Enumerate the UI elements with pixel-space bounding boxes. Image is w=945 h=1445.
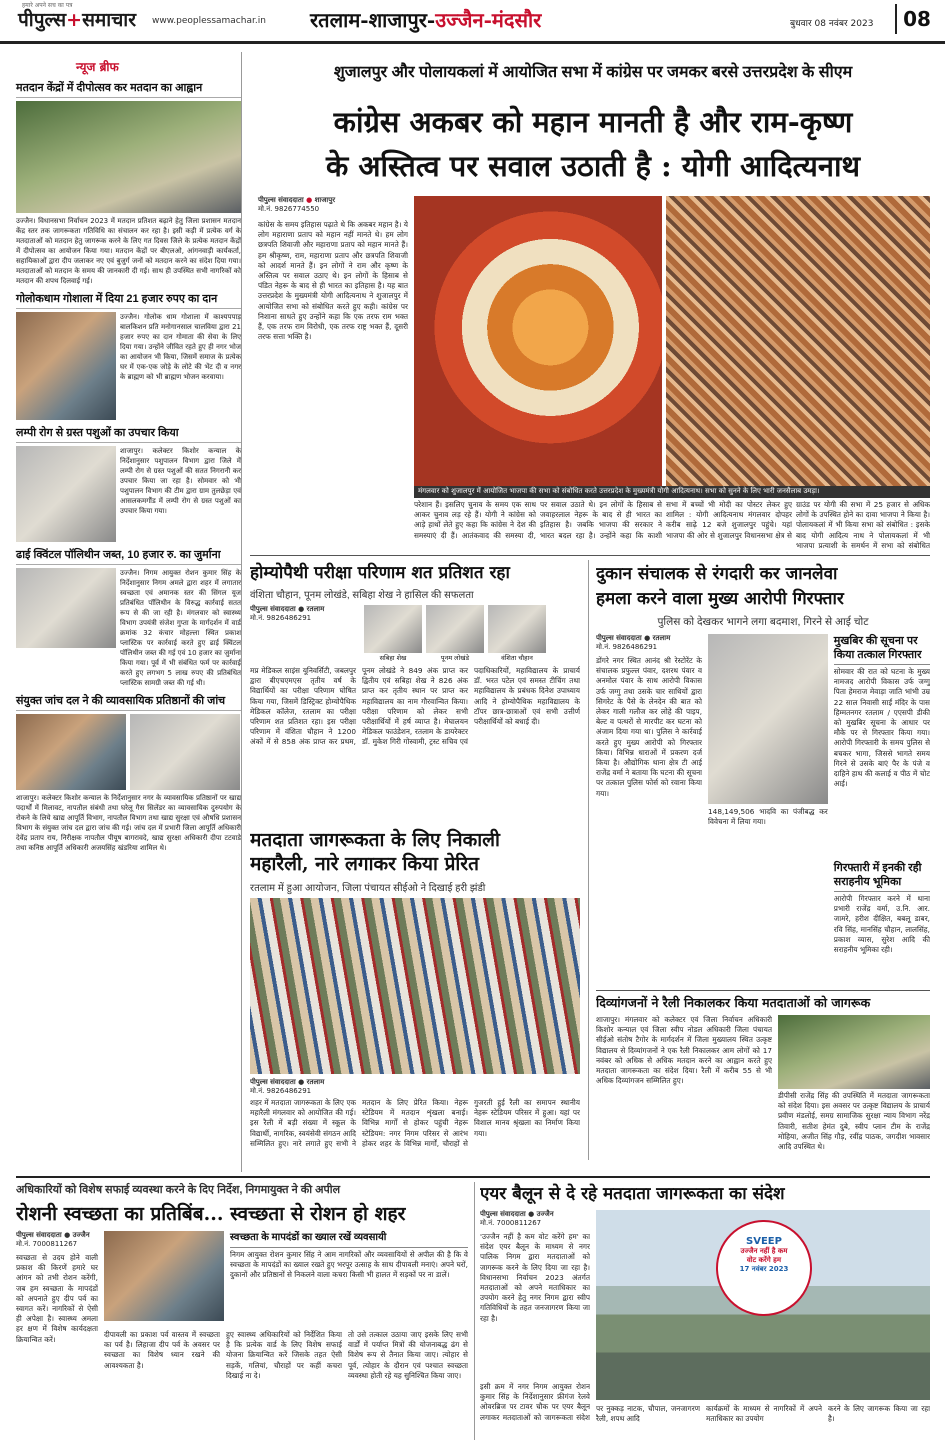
brief-title: संयुक्त जांच दल ने की व्यावसायिक प्रतिष्ठानों की जांच bbox=[16, 694, 241, 711]
lead-text-col-5: ग्राउंड पर योगी की सभा में 25 हजार से अधिक लोगों के उपस्थित होने का दावा भाजपा ने किया है। पोलायकलां में भी किया सभा को संबोधित : इसके बाद योगी आदित्य नाथ ने पोलायकलां में भी भाजपा प्रत्याशी के समर्थन में सभा को संबोधित bbox=[796, 500, 930, 550]
homeo-headline[interactable]: होम्योपैथी परीक्षा परिणाम शत प्रतिशत रहा bbox=[250, 563, 510, 583]
shop-col-3 bbox=[834, 634, 930, 964]
clean-subhead: स्वच्छता के मापदंडों का ख्याल रखें व्यवसायी bbox=[230, 1231, 468, 1248]
story-shop-attack bbox=[596, 562, 930, 976]
balloon-logo-text: SVEEP bbox=[746, 1236, 782, 1247]
balloon-bottom-2: कार्यक्रमों के माध्यम से नागरिकों में अपने मताधिकार का उपयोग bbox=[706, 1404, 822, 1424]
homeo-photo-card bbox=[488, 605, 546, 662]
byline-name: पीपुल्स संवाददाता bbox=[596, 634, 642, 642]
student-photo bbox=[364, 605, 422, 653]
clean-text-4: हुए स्वास्थ्य अधिकारियों को निर्देशित किया है कि प्रत्येक वार्ड के लिए विशेष सफाई योजना क्रियान्वित करें जिसके तहत ऐसी सड़कें, गलियां, चौराहों पर कहीं कचरा दिखाई ना दे। bbox=[226, 1330, 342, 1380]
masthead bbox=[0, 0, 945, 44]
lead-headline-line-2: के अस्तित्व पर सवाल उठाती है : योगी आदित्यनाथ bbox=[325, 149, 861, 183]
byline-name: पीपुल्स संवाददाता bbox=[250, 1078, 296, 1086]
section-title-part-b: उज्जैन-मंदसौर bbox=[435, 8, 542, 32]
balloon-byline: पीपुल्स संवाददाता ● उज्जैन bbox=[480, 1210, 554, 1218]
news-brief-column bbox=[16, 52, 242, 1172]
homeo-photo-card bbox=[364, 605, 422, 662]
lead-photo-yogi bbox=[414, 196, 662, 488]
lead-byline bbox=[258, 196, 408, 205]
section-title-part-a: रतलाम-शाजापुर- bbox=[310, 8, 436, 32]
lead-text-col-1: कांग्रेस के समय इतिहास पढ़ाते थे कि अकबर महान है। ये लोग महाराणा प्रताप को महान नहीं मानते थे। हम लोग छत्रपति शिवाजी और महाराणा प्रताप को महान मानते हैं। हम श्रीकृष्ण, राम, महाराणा प्रताप और छत्रपति शिवाजी को आदर्श मानते हैं। इन लोगों ने राम और कृष्ण के अस्तित्व पर सवाल उठाए थे। इन लोगों के हिसाब से पंडित नेहरू के बाद से ही भारत का इतिहास है। यह बात उत्तरप्रदेश के मुख्यमंत्री योगी आदित्यनाथ ने शुजालपुर में आयोजित सभा को संबोधित करते हुए कही। कांग्रेस पर निशाना साधते हुए उन्होंने कहा कि एक तरफ राम भक्त हैं, एक तरफ राम विरोधी, एक तरफ राष्ट्र भक्त हैं, दूसरी तरफ सत्ता भक्ति है। bbox=[258, 220, 408, 342]
divyang-headline[interactable]: दिव्यांगजनों ने रैली निकालकर किया मतदाताओं को जागरूक bbox=[596, 995, 871, 1010]
homeo-byline-block bbox=[250, 605, 358, 662]
logo-word-right: समाचार bbox=[82, 9, 136, 31]
student-name: वंशिता चौहान bbox=[501, 654, 533, 662]
brief-title: मतदान केंद्रों में दीपोत्सव कर मतदान का आह्वान bbox=[16, 81, 241, 98]
news-brief-heading: न्यूज ब्रीफ bbox=[76, 60, 119, 74]
brief-text: उज्जैन। गोलोक धाम गोशाला में काश्यपपाड़ बालकिशन प्रति मनोगानसाल चालविया द्वारा 21 हजार रुपए का दान गोमाता की सेवा के लिए दिया गया। उन्होंने जीवित रहते हुए ही नगर भोज का आयोजन भी किया, जिसमें समाज के प्रत्येक घर में एक-एक जोड़े के लोटे की भेंट दी व नगर के ब्राह्मण को भी ब्राह्मण भोजन करवाया। bbox=[120, 313, 241, 381]
balloon-msg-2: वोट करेंगे हम bbox=[746, 1256, 782, 1264]
brief-title: ढाई क्विंटल पॉलिथीन जब्त, 10 हजार रु. का जुर्माना bbox=[16, 548, 241, 565]
shop-subhead: पुलिस को देखकर भागने लगा बदमाश, गिरने से आई चोट bbox=[657, 616, 869, 628]
brief-photo bbox=[16, 568, 116, 648]
homeo-photo-strip bbox=[364, 605, 546, 662]
logo-plus-icon: + bbox=[66, 9, 83, 31]
student-name: पूनम लोखंडे bbox=[440, 654, 470, 662]
page-number: 08 bbox=[895, 4, 937, 34]
brief-text: उज्जैन। विधानसभा निर्वाचन 2023 में मतदान प्रतिशत बढ़ाने हेतु जिला प्रशासन मतदान केंद्र स्तर तक जागरूकता गतिविधि का संचालन कर रहा है। इसी कड़ी में प्रत्येक वर्ग के मतदाताओं को मतदान हेतु जागरूक करने के लिए गत दिवस जिले के प्रत्येक मतदान केंद्रों में दीपोत्सव का आयोजन किया गया। मतदान केंद्रों पर बीएलओ, आंगनवाड़ी कार्यकर्ता, सहायिकाओं द्वारा दीप जलाकर नए एवं बुजुर्ग जनों को मतदान करने का संदेश दिया गया। मतदाताओं को मतदान के समय की जानकारी दी गई। साथ ही उपस्थित सभी नागरिकों को मतदान की शपथ दिलवाई गई। bbox=[16, 217, 241, 285]
lead-headline[interactable] bbox=[258, 100, 928, 188]
balloon-photo bbox=[596, 1210, 930, 1400]
logo-tagline: हमारे अपने सच का पत्र bbox=[22, 2, 73, 9]
shop-text: डोंगरे नगर स्थित आनंद श्री रेस्टोरेंट के संचालक प्रफुल्ल पंवार, दशरथ पंवार व अनमोल पंवार के साथ आरोपी विकास उर्फ जग्गु तथा उसके चार साथियों द्वारा सिगरेट के पैसे के लेनदेन की बात को लेकर गाली गलौज कर लोहे की पाइप, बेल्ट व पत्थरों से मारपीट कर घटना को अंजाम दिया गया था। पुलिस ने कार्रवाई करते हुए मुख्य आरोपी को गिरफ्तार किया। विभिन्न धाराओं में प्रकरण दर्ज किया है। औद्योगिक थाना क्षेत्र टी आई राजेंद्र वर्मा ने बताया कि घटना की सूचना पर तत्काल पुलिस फोर्स को रवाना किया गया। bbox=[596, 656, 703, 798]
byline-name: पीपुल्स संवाददाता bbox=[250, 605, 296, 613]
student-photo bbox=[488, 605, 546, 653]
balloon-mobile: मो.नं. 7000811267 bbox=[480, 1219, 542, 1227]
clean-text-1: स्वच्छता से उदय होने वाली प्रकाश की किरणें हमारे घर आंगन को तभी रोशन करेंगी, जब हम स्वच्छता के मापदंडों को अपनाते हुए दीप पर्व का स्वागत करें। नागरिकों से ऐसी ही अपेक्षा है। स्वास्थ्य अमला हर क्षण में विशेष कार्यदक्षता क्रियान्वित करें। bbox=[16, 1253, 98, 1344]
balloon-text: 'उज्जैन नहीं है कम वोट करेंगे हम' का संदेश एयर बैलून के माध्यम से नगर पालिक निगम द्वारा मतदाताओं को जागरूक करने के लिए दिया जा रहा है। विधानसभा निर्वाचन 2023 अंतर्गत मतदाताओं को अपने मताधिकार का उपयोग करने हेतु नगर निगम द्वारा स्वीप गतिविधियों के तहत जनजागरण किया जा रहा है। bbox=[480, 1232, 590, 1323]
homeo-mobile: मो.नं. 9826486291 bbox=[250, 614, 312, 622]
shop-col-1 bbox=[596, 634, 702, 964]
lead-text-col-3: पर सवाल उठाते थे। इन लोगों के हिसाब से जवाहरलाल नेहरू के बाद से ही भारत का इतिहास है। जबकि भाजपा की सरकार ने भारत बदल रहा है। उन्होंने कहा कि काशी bbox=[540, 500, 662, 540]
brief-text: उज्जैन। निगम आयुक्त रोशन कुमार सिंह के निर्देशानुसार निगम अमले द्वारा शहर में लगातार स्वच्छता एवं अमानक स्तर की सिंगल यूज प्रतिबंधित पॉलिथीन के विरुद्ध कार्रवाई सतत रूप से की जा रही है। मंगलवार को स्वास्थ्य विभाग उपयंत्री संजेश गुप्ता के मार्गदर्शन में वार्ड क्रमांक 32 कंचार मोहल्ला स्थित प्रकाश प्लास्टिक पर कार्रवाई करते हुए ढाई क्विंटल पॉलिथीन जब्त की गई एवं 10 हजार का जुर्माना किया गया। पूर्व में भी संबंधित फर्म पर कार्रवाई करते हुए लगभग 5 लाख रुपए की प्रतिबंधित प्लास्टिक सामग्री जब्त की गई थी। bbox=[120, 569, 241, 687]
section-title bbox=[310, 6, 541, 33]
lead-kicker: शुजालपुर और पोलायकलां में आयोजित सभा में कांग्रेस पर जमकर बरसे उत्तरप्रदेश के सीएम bbox=[333, 64, 853, 81]
lead-mobile: मो.नं. 9826774550 bbox=[258, 205, 320, 213]
story-divyang bbox=[596, 990, 930, 1160]
balloon-msg-3: 17 नवंबर 2023 bbox=[739, 1265, 789, 1273]
rally-headline-line-1: मतदाता जागरूकता के लिए निकाली bbox=[250, 829, 500, 851]
section-divider bbox=[16, 1176, 930, 1178]
accused-photo bbox=[708, 634, 828, 804]
byline-place: रतलाम bbox=[306, 1078, 325, 1086]
story-homeopathy bbox=[250, 562, 580, 822]
story-rally bbox=[250, 828, 580, 1158]
brief-story-deepotsav bbox=[16, 81, 241, 286]
column-divider bbox=[588, 560, 589, 1160]
air-balloon bbox=[716, 1220, 812, 1316]
rally-byline: पीपुल्स संवाददाता ● रतलाम bbox=[250, 1078, 325, 1086]
brief-story-lumpy bbox=[16, 426, 241, 542]
clean-headline[interactable]: रोशनी स्वच्छता का प्रतिबिंब... स्वच्छता से रोशन हो शहर bbox=[16, 1203, 406, 1225]
logo-word-left: पीपुल्स bbox=[18, 9, 67, 31]
brief-photo bbox=[16, 101, 241, 213]
byline-place: रतलाम bbox=[306, 605, 325, 613]
byline-name: पीपुल्स संवाददाता bbox=[16, 1231, 62, 1239]
clean-col-1 bbox=[16, 1231, 98, 1408]
rally-subhead: रतलाम में हुआ आयोजन, जिला पंचायत सीईओ ने दिखाई हरी झंडी bbox=[250, 883, 486, 894]
clean-text-3: दीपावली का प्रकाश पर्व वास्तव में स्वच्छता का पर्व है। लिहाजा दीप पर्व के अवसर पर स्वच्छता का विशेष ध्यान रखने की आवश्यकता है। bbox=[104, 1330, 220, 1370]
rally-byline-block bbox=[250, 1078, 356, 1096]
clean-mobile: मो.नं. 7000811267 bbox=[16, 1240, 78, 1248]
brief-text: शाजापुर। कलेक्टर किशोर कन्याल के निर्देशानुसार नगर के व्यावसायिक प्रतिष्ठानों पर खाद्य पदार्थों में मिलावट, नापतौल संबंधी तथा घरेलू गैस सिलेंडर का व्यावसायिक दुरुपयोग के रोकने के लिये खाद्य आपूर्ति विभाग, नापतौल विभाग तथा खाद्य सुरक्षा एवं औषधि प्रशासन विभाग के संयुक्त जांच दल द्वारा जांच की गई। जांच दल में प्रभारी जिला आपूर्ति अधिकारी देवेंद्र प्रताप राय, निरीक्षक नापतौल पीयूष बागरावदे, खाद्य सुरक्षा अधिकारी दीपा टटवाडे तथा कनिष्ठ आपूर्ति अधिकारी अजयसिंह खंडरिया शामिल थे। bbox=[16, 794, 241, 852]
homeo-subhead: वंशिता चौहान, पूनम लोखंडे, सबिहा शेख ने हासिल की सफलता bbox=[250, 590, 474, 601]
byline-place: शाजापुर bbox=[314, 196, 336, 204]
brief-photo bbox=[16, 312, 116, 420]
shop-caption: 148,149,506 भादवि का पंजीबद्ध कर विवेचना में लिया गया। bbox=[708, 807, 828, 827]
balloon-col-1 bbox=[480, 1210, 590, 1432]
clean-text-5: तो उसे तत्काल उठाया जाए इसके लिए सभी वार्डों में पर्याप्त मित्रों की योजनाबद्ध ढंग से विशेष रूप से तैनात किया जाए। त्योहार से पूर्व, त्योहार के दौरान एवं पश्चात स्वच्छता व्यवस्था होती रहे यह सुनिश्चित किया जाए। bbox=[348, 1330, 468, 1380]
student-name: सबिहा शेख bbox=[379, 654, 407, 662]
brief-story-goshala bbox=[16, 292, 241, 420]
brief-photo bbox=[16, 714, 126, 790]
lead-headline-line-1: कांग्रेस अकबर को महान मानती है और राम-कृष्ण bbox=[333, 105, 853, 139]
lead-photo-crowd bbox=[666, 196, 930, 488]
lead-photo-caption: मंगलवार को शुजालपुर में आयोजित भाजपा की सभा को संबोधित करते उत्तरप्रदेश के मुख्यमंत्री योगी आदित्यनाथ। सभा को सुनने के लिए भारी जनसैलाब उमड़ा। bbox=[414, 486, 930, 498]
story-air-balloon bbox=[480, 1182, 930, 1442]
brief-title: लम्पी रोग से ग्रस्त पशुओं का उपचार किया bbox=[16, 426, 241, 443]
dot-icon: ● bbox=[306, 196, 313, 204]
balloon-bottom-3: करने के लिए जागरूक किया जा रहा है। bbox=[828, 1404, 930, 1424]
student-photo bbox=[426, 605, 484, 653]
brief-photo bbox=[16, 446, 116, 542]
balloon-headline[interactable]: एयर बैलून से दे रहे मतदाता जागरूकता का संदेश bbox=[480, 1184, 785, 1204]
brief-story-inspection bbox=[16, 694, 241, 853]
byline-name: पीपुल्स संवाददाता bbox=[258, 196, 304, 204]
story-cleanliness bbox=[16, 1182, 468, 1442]
clean-kicker: अधिकारियों को विशेष सफाई व्यवस्था करने के दिए निर्देश, निगमायुक्त ने की अपील bbox=[16, 1184, 341, 1196]
brief-photo bbox=[130, 714, 240, 790]
byline-place: उज्जैन bbox=[536, 1210, 554, 1218]
rally-mobile: मो.नं. 9826486291 bbox=[250, 1087, 312, 1095]
homeo-byline: पीपुल्स संवाददाता ● रतलाम bbox=[250, 605, 325, 613]
brief-story-polythene bbox=[16, 548, 241, 688]
lead-byline-block bbox=[258, 196, 408, 214]
byline-place: उज्जैन bbox=[72, 1231, 90, 1239]
shop-side-head-2: गिरफ्तारी में इनकी रही सराहनीय भूमिका bbox=[834, 861, 930, 892]
rally-headline[interactable] bbox=[250, 828, 580, 876]
shop-side-head: मुखबिर की सूचना पर किया तत्काल गिरफ्तार bbox=[834, 634, 930, 665]
brief-title: गोलोकधाम गोशाला में दिया 21 हजार रुपए का दान bbox=[16, 292, 241, 309]
byline-name: पीपुल्स संवाददाता bbox=[480, 1210, 526, 1218]
edition-date: बुधवार 08 नवंबर 2023 bbox=[790, 19, 874, 29]
shop-headline-line-1: दुकान संचालक से रंगदारी कर जानलेवा bbox=[596, 564, 838, 584]
brief-text: शाजापुर। कलेक्टर किशोर कन्याल के निर्देशानुसार पशुपालन विभाग द्वारा जिले में लम्पी रोग से ग्रस्त पशुओं की सतत निगरानी कर उपचार किया जा रहा है। सोमवार को भी पशुपालन विभाग की टीम द्वारा ग्राम तुलछेड़ा एवं आसलकमगौंड में लम्पी रोग से ग्रस्त पशुओं का उपचार किया गया। bbox=[120, 447, 241, 515]
rally-headline-line-2: महारैली, नारे लगाकर किया प्रेरित bbox=[250, 853, 479, 875]
balloon-bottom-1: पर नुक्कड़ नाटक, चौपाल, जनजागरण रैली, शपथ आदि bbox=[596, 1404, 700, 1424]
shop-side-text-2: आरोपी गिरफ्तार करने में थाना प्रभारी राजेंद्र वर्मा, उ.नि. आर. जामरे, हरीश दीक्षित, बबलू डाबर, रवि सिंह, मानसिंह चौहान, लालसिंह, प्रकाश व्यास, सुरेश आदि की सराहनीय भूमिका रही। bbox=[833, 894, 930, 955]
site-url[interactable]: www.peoplessamachar.in bbox=[152, 16, 266, 26]
divyang-photo bbox=[778, 1015, 930, 1089]
clean-byline: पीपुल्स संवाददाता ● उज्जैन bbox=[16, 1231, 90, 1239]
divyang-text: शाजापुर। मंगलवार को कलेक्टर एवं जिला निर्वाचन अधिकारी किशोर कन्याल एवं जिला स्वीप नोडल अधिकारी जिला पंचायत सीईओ संतोष टैगोर के मार्गदर्शन में जिला मुख्यालय स्थित उत्कृष्ट विद्यालय से दिव्यांगजनों ने एक रैली निकालकर आम लोगों को 17 नवंबर को अधिक से अधिक मतदान करने का आह्वान करते हुए मतदाता जागरूकता का संदेश दिया। रैली में करीब 55 से भी अधिक दिव्यांगजन सम्मिलित हुए। bbox=[596, 1015, 772, 1086]
lead-text-col-4: सभा में बच्चों भी मोदी का पोस्टर लेकर हुए शामिल : योगी आदित्यनाथ मंगलवार दोपहर करीब साढ़े 12 बजे शुजालपुर पहुंचे। यहां भाजपा की ओर से शुजालपुर विधानसभा क्षेत्र से bbox=[666, 500, 792, 540]
shop-headline[interactable] bbox=[596, 562, 930, 612]
shop-byline: पीपुल्स संवाददाता ● रतलाम bbox=[596, 634, 671, 642]
homeo-photo-card bbox=[426, 605, 484, 662]
lead-text-col-2: परेशान हैं। इसलिए चुनाव के समय एक साथ आकर चुनाव लड़ रहे हैं। योगी ने कांग्रेस को आड़े हाथों लेते हुए कहा कि कांग्रेस ने देश की समस्याएं दी हैं। आतंकवाद की समस्या दी, bbox=[414, 500, 536, 540]
shop-mobile: मो.नं. 9826486291 bbox=[596, 643, 658, 651]
homeo-text: मप्र मेडिकल साइंस यूनिवर्सिटी, जबलपुर द्वारा बीएचएमएस तृतीय वर्ष के विद्यार्थियों का परीक्षा परिणाम घोषित किया गया, जिसमें डिस्ट्रिक्ट होम्योपैथिक मेडिकल कॉलेज, रतलाम का परीक्षा परिणाम शत प्रतिशत रहा। इस परीक्षा परिणाम में वंशिता चौहान ने 1200 अंकों में से 858 अंक प्राप्त कर प्रथम, पूनम लोखंडे ने 849 अंक प्राप्त कर द्वितीय एवं सबिहा शेख ने 826 अंक प्राप्त कर तृतीय स्थान पर प्राप्त कर महाविद्यालय का नाम गौरवान्वित किया। परीक्षा परिणाम को लेकर सभी परीक्षार्थियों में हर्ष व्याप्त है। मेघालयन मेडिकल फाउंडेशन, रतलाम के डायरेक्टर डॉ. मुकेश गिरी गोस्वामी, ट्रस्ट सचिव एवं पदाधिकारियों, महाविद्यालय के प्राचार्य डॉ. भरत पटेल एवं समस्त टीचिंग तथा महाविद्यालय के प्रबंधक दिनेश उपाध्याय आदि ने होम्योपैथिक महाविद्यालय के टॉपर छात्र-छात्राओं एवं सभी उत्तीर्ण परीक्षार्थियों को बधाई दी। bbox=[250, 666, 580, 747]
newspaper-logo[interactable] bbox=[18, 6, 136, 32]
rally-text: शहर में मतदाता जागरूकता के लिए एक महारैली मंगलवार को आयोजित की गई। इस रैली में बड़ी संख्या में स्कूल के विद्यार्थी, नागरिक, स्वयंसेवी संगठन आदि सम्मिलित हुए। नारे लगाते हुए सभी ने मतदान के लिए प्रेरित किया। नेहरू स्टेडियम में मतदान शृंखला बनाई। विभिन्न मार्गों से होकर पहुंची नेहरू स्टेडियम: नगर निगम परिसर से आरंभ होकर शहर के विभिन्न मार्गों, चौराहों से गुजरती हुई रैली का समापन स्थानीय नेहरू स्टेडियम परिसर में हुआ। यहां पर विशाल मानव श्रृंखला का निर्माण किया गया। bbox=[250, 1098, 580, 1148]
byline-place: रतलाम bbox=[652, 634, 671, 642]
shop-headline-line-2: हमला करने वाला मुख्य आरोपी गिरफ्तार bbox=[596, 589, 844, 609]
balloon-text-2: इसी क्रम में नगर निगम आयुक्त रोशन कुमार सिंह के निर्देशानुसार फ्रीगंज रेलवे ओवरब्रिज पर टावर चौक पर एयर बैलून लगाकर मतदाताओं को जागरूकता संदेश bbox=[480, 1382, 590, 1422]
clean-text-2: निगम आयुक्त रोशन कुमार सिंह ने आम नागरिकों और व्यवसायियों से अपील की है कि वे स्वच्छता के मापदंडों का ख्याल रखते हुए भरपूर उत्साह के साथ दीपावली मनाएं। अपने घरों, दुकानों और प्रतिष्ठानों से निकलने वाला कचरा किसी भी हालत में सड़कों पर ना डालें। bbox=[230, 1250, 468, 1280]
shop-col-2 bbox=[708, 634, 828, 964]
shop-side-text: सोमवार की रात को घटना के मुख्य नामजद आरोपी विकास उर्फ जग्गु पिता हेमराज मेवाड़ा जाति भांभी उम्र 22 साल निवासी साईं मंदिर के पास हिम्मतनगर रतलाम / एएसपी डीकी को मुखबिर सूचना के आधार पर मौके पर से गिरफ्तार किया गया। आरोपी गिरफ्तारी के समय पुलिस से बचकर भागा, जिससे भागते समय गिरने से उसके बाएं पैर के पंजे व दाहिने हाथ की कलाई व पीठ में चोट आई। bbox=[833, 667, 930, 789]
balloon-msg-1: उज्जैन नहीं है कम bbox=[740, 1247, 788, 1255]
divyang-photo-caption: डीपीसी राजेंद्र सिंह की उपस्थिति में मतदाता जागरूकता को संदेश दिया। इस अवसर पर उत्कृष्ट विद्यालय के प्राचार्य प्रवीण मंडलोई, समग्र सामाजिक सुरक्षा न्याय विभाग नरेंद्र तिवारी, सतीश हेमंत दुबे, स्वीप प्लान टीम के राजेंद्र मोहिया, अजीत सिंह गौड़, रवींद्र पाठक, जगदीश भावसार आदि उपस्थित थे। bbox=[778, 1091, 930, 1152]
column-divider bbox=[474, 1182, 475, 1440]
section-divider bbox=[250, 555, 930, 556]
commissioner-photo bbox=[104, 1231, 224, 1321]
rally-photo bbox=[250, 898, 580, 1074]
